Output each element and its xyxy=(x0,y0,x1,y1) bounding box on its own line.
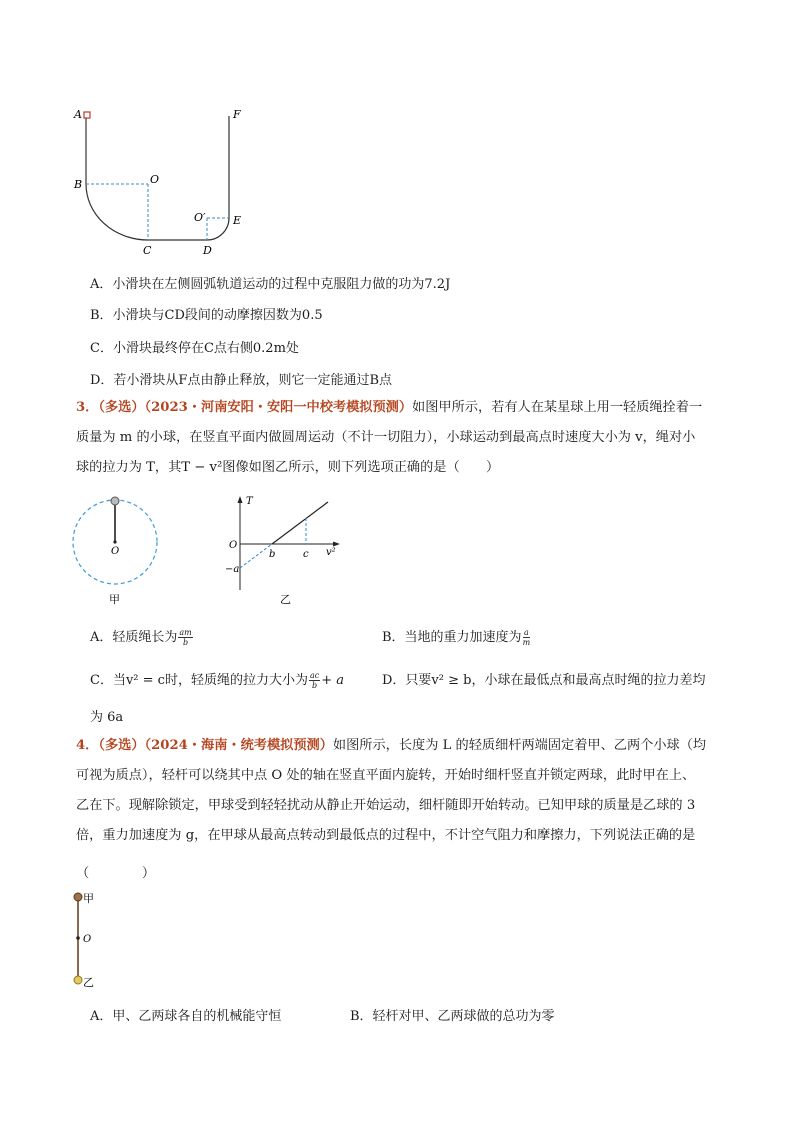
q2-track-figure xyxy=(70,100,260,260)
b-label: b xyxy=(269,549,276,560)
q3-option-b-text: B．当地的重力加速度为 xyxy=(382,630,522,645)
q2-option-b: B．小滑块与CD段间的动摩擦因数为0.5 xyxy=(90,308,323,323)
graph-line-dashed xyxy=(240,544,272,568)
q4-stem-line4: 倍，重力加速度为 g，在甲球从最高点转动到最低点的过程中，不计空气阻力和摩擦力，下列说法正确的是 xyxy=(76,828,696,843)
graph-line-solid xyxy=(272,502,328,544)
q3-source: （多选）（2023・河南安阳・安阳一中校考模拟预测） xyxy=(98,400,413,415)
label-C: C xyxy=(143,244,152,257)
q3-option-a xyxy=(90,626,194,647)
q3-figure-graph xyxy=(222,490,352,610)
q3-stem-line2: 质量为 m 的小球，在竖直平面内做圆周运动（不计一切阻力），小球运动到最高点时速度大小为 v，绳对小 xyxy=(76,430,696,445)
q3-figure-circle xyxy=(66,490,166,610)
neg-a-label: −a xyxy=(225,564,240,575)
label-O-prime: O′ xyxy=(194,211,206,224)
q4-option-a: A．甲、乙两球各自的机械能守恒 xyxy=(90,1009,282,1024)
rod-mid-label: O xyxy=(83,934,92,945)
ball-jia-icon xyxy=(74,893,82,901)
q4-stem-line5: （ ） xyxy=(76,866,156,881)
q3-stem-line3: 球的拉力为 T，其T − v²图像如图乙所示，则下列选项正确的是（ ） xyxy=(76,460,500,475)
q3-option-b xyxy=(382,626,531,647)
rod-bottom-label: 乙 xyxy=(83,976,94,989)
rod-top-label: 甲 xyxy=(83,892,94,905)
fig-yi-caption: 乙 xyxy=(280,593,291,606)
q4-rod-figure xyxy=(68,890,128,990)
ball-icon xyxy=(111,497,119,505)
q3-option-a-text: A．轻质绳长为 xyxy=(90,630,178,645)
label-B: B xyxy=(74,178,83,191)
origin-label: O xyxy=(229,540,238,551)
q2-option-c: C．小滑块最终停在C点右侧0.2m处 xyxy=(90,341,299,356)
q4-number: 4． xyxy=(76,738,99,753)
q3-option-b-frac: $\frac{a}{m}$ xyxy=(522,628,531,647)
label-A: A xyxy=(74,108,82,121)
q3-number: 3． xyxy=(76,400,99,415)
q4-stem-line2: 可视为质点），轻杆可以绕其中点 O 处的轴在竖直平面内旋转，开始时细杆竖直并锁定两球，此时甲在上、 xyxy=(76,768,696,783)
fig-jia-caption: 甲 xyxy=(109,593,120,606)
q4-stem-line1 xyxy=(76,731,706,760)
q4-stem-line3: 乙在下。现解除锁定，甲球受到轻轻扰动从静止开始运动，细杆随即开始转动。已知甲球的质量是乙球的 3 xyxy=(76,798,696,813)
label-O: O xyxy=(150,173,160,186)
q4-text-1: 如图所示，长度为 L 的轻质细杆两端固定着甲、乙两个小球（均 xyxy=(332,738,707,753)
label-F: F xyxy=(233,108,241,121)
slider-block xyxy=(84,112,90,118)
q3-option-d-line1: D．只要v² ≥ b，小球在最低点和最高点时绳的拉力差均 xyxy=(382,673,706,688)
circle-center-label: O xyxy=(111,546,120,557)
q2-option-d: D．若小滑块从F点由静止释放，则它一定能通过B点 xyxy=(90,373,392,388)
q3-option-a-frac: $\frac{am}{b}$ xyxy=(179,628,192,647)
q3-option-c-text: C．当v² = c时，轻质绳的拉力大小为 xyxy=(90,673,308,688)
c-label: c xyxy=(303,549,309,560)
label-D: D xyxy=(203,244,212,257)
q3-stem-line1 xyxy=(76,393,702,422)
q4-source: （多选）（2024・海南・统考模拟预测） xyxy=(98,738,333,753)
ball-yi-icon xyxy=(74,976,82,984)
q2-option-a: A．小滑块在左侧圆弧轨道运动的过程中克服阻力做的功为7.2J xyxy=(90,277,451,292)
x-axis-label: v² xyxy=(326,547,336,558)
label-E: E xyxy=(233,214,242,227)
q3-option-c: C．当v² = c时，轻质绳的拉力大小为 $\frac{ac}{b}$ + a xyxy=(90,671,344,690)
q3-option-c-frac: $\frac{ac}{b}$ xyxy=(309,671,320,690)
q3-option-d-line2: 为 6a xyxy=(90,710,124,725)
y-axis-label: T xyxy=(246,496,253,507)
q4-option-b: B．轻杆对甲、乙两球做的总功为零 xyxy=(350,1009,555,1024)
q3-text-1: 如图甲所示，若有人在某星球上用一轻质绳拴着一 xyxy=(412,400,703,415)
